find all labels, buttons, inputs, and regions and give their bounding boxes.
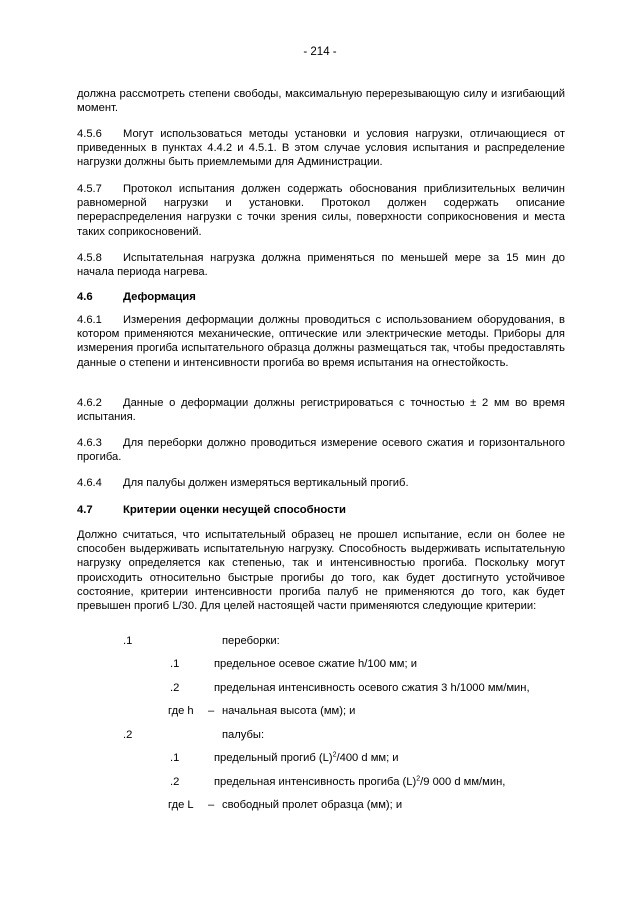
definition-text: свободный пролет образца (мм); и	[222, 799, 403, 811]
definition-dash: –	[208, 705, 215, 717]
subcriteria-text: предельный прогиб $(L)^2/400$ d мм; и	[214, 751, 399, 764]
clause-text: Измерения деформации должны проводиться с использованием оборудования, в котором применяются механические, оптические или электрические методы. Приборы для измерения прогиба испытательного образца должны размещаться так, чтобы предоставлять данные о степени и интенсивности прогиба во время испытания на огнестойкость.	[77, 314, 565, 369]
subcriteria-number: .2	[170, 776, 180, 788]
criteria-item-number: .1	[123, 635, 133, 647]
section-title: Деформация	[123, 291, 196, 303]
clause-number: 4.5.7	[77, 183, 102, 195]
subcriteria-text: предельная интенсивность осевого сжатия 3 h/1000 мм/мин,	[214, 682, 530, 694]
definition-variable: где h	[168, 705, 194, 717]
paragraph-intro: должна рассмотреть степени свободы, максимальную перерезывающую силу и изгибающий момент.	[77, 88, 565, 115]
subcriteria-number: .2	[170, 682, 180, 694]
clause-number: 4.6.4	[77, 477, 102, 489]
section-number: 4.6	[77, 291, 93, 303]
definition-text: начальная высота (мм); и	[222, 705, 356, 717]
subcriteria-number: .1	[170, 752, 180, 764]
clause-number: 4.5.8	[77, 252, 102, 264]
clause-text: Испытательная нагрузка должна применяться по меньшей мере за 15 мин до начала периода нагрева.	[77, 252, 565, 279]
paragraph-4-7: Должно считаться, что испытательный образец не прошел испытание, если он более не способен выдерживать испытательную нагрузку. Способность выдерживать испытательную нагрузку определяется как степенью, так и интенсивностью прогиба. Поскольку могут происходить относительно быстрые прогибы до того, как будет достигнуто устойчивое состояние, критерии интенсивности прогиба палуб не применяются до того, как будет превышен прогиб L/30. Для целей настоящей части применяются следующие критерии:	[77, 529, 565, 613]
paragraph-4-5-8	[77, 251, 565, 279]
subcriteria-number: .1	[170, 658, 180, 670]
subcriteria-text: предельное осевое сжатие h/100 мм; и	[214, 658, 417, 670]
definition-variable: где L	[168, 799, 194, 811]
clause-number: 4.6.3	[77, 437, 102, 449]
section-title: Критерии оценки несущей способности	[123, 504, 346, 516]
criteria-item-label: переборки:	[222, 635, 280, 647]
paragraph-4-6-3	[77, 436, 565, 464]
superscript: 2	[416, 775, 421, 783]
criteria-item-number: .2	[123, 729, 133, 741]
clause-text: Для переборки должно проводиться измерение осевого сжатия и горизонтального прогиба.	[77, 437, 565, 464]
paragraph-4-5-6	[77, 127, 565, 170]
clause-number: 4.5.6	[77, 128, 102, 140]
paragraph-4-6-4	[77, 476, 565, 490]
subcriteria-text: предельная интенсивность прогиба $(L)^2/9$ 000 d мм/мин,	[214, 775, 506, 788]
clause-text: Могут использоваться методы установки и условия нагрузки, отличающиеся от приведенных в пунктах 4.4.2 и 4.5.1. В этом случае условия испытания и распределение нагрузки должны быть приемлемыми для Администрации.	[77, 128, 565, 169]
clause-text: Данные о деформации должны регистрироваться с точностью ± 2 мм во время испытания.	[77, 397, 565, 424]
clause-text: Для палубы должен измеряться вертикальный прогиб.	[123, 477, 409, 489]
page-number: - 214 -	[303, 46, 337, 58]
definition-dash: –	[208, 799, 215, 811]
section-heading-4-7	[77, 504, 346, 516]
superscript: 2	[332, 751, 337, 759]
paragraph-4-5-7	[77, 182, 565, 239]
criteria-item-label: палубы:	[222, 729, 265, 741]
section-heading-4-6	[77, 291, 196, 303]
paragraph-4-6-1	[77, 313, 565, 370]
paragraph-4-6-2	[77, 396, 565, 424]
section-number: 4.7	[77, 504, 93, 516]
clause-number: 4.6.2	[77, 397, 102, 409]
clause-text: Протокол испытания должен содержать обоснования приблизительных величин равномерной нагрузки и установки. Протокол должен содержать описание перераспределения нагрузки с точки зрения силы, поверхности соприкосновения и места таких соприкосновений.	[77, 183, 565, 238]
clause-number: 4.6.1	[77, 314, 102, 326]
